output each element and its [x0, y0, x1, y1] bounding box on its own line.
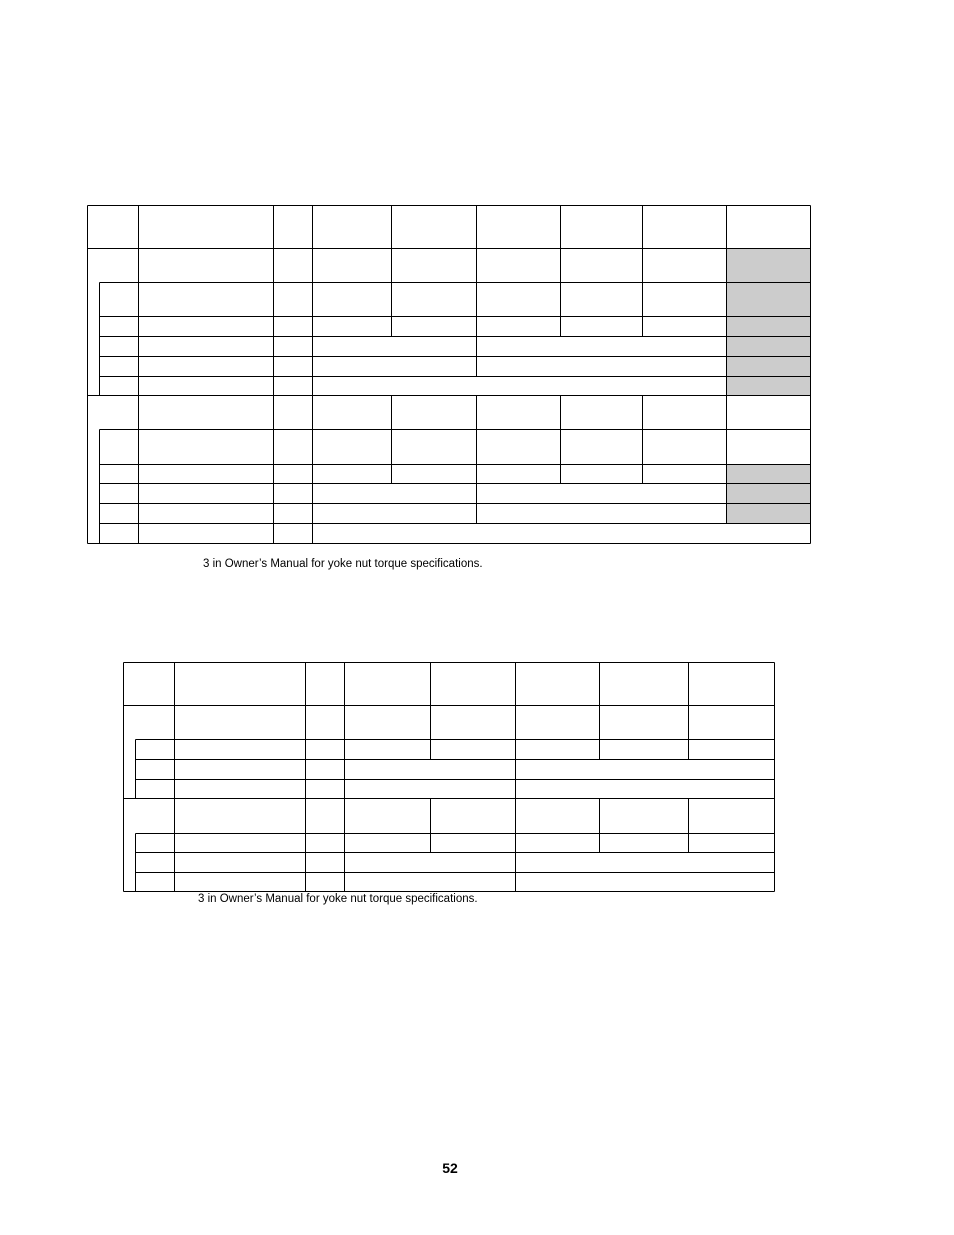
page-number: 52 — [442, 1160, 458, 1176]
table1-shaded-cell — [727, 317, 811, 337]
table1-shaded-cell — [727, 283, 811, 317]
table1-shaded-cell — [727, 337, 811, 357]
table1-footnote: 3 in Owner’s Manual for yoke nut torque specifications. — [203, 558, 483, 570]
table1-shaded-cell — [727, 249, 811, 283]
table1-shaded-cells — [727, 249, 811, 524]
table1-shaded-cell — [727, 377, 811, 396]
table1-shaded-cell — [727, 484, 811, 504]
table1-shaded-cell — [727, 504, 811, 524]
table2-footnote: 3 in Owner’s Manual for yoke nut torque specifications. — [198, 893, 478, 905]
table1-shaded-cell — [727, 465, 811, 484]
table1-shaded-cell — [727, 357, 811, 377]
table1-grid-lines — [88, 206, 811, 544]
table2-grid-lines — [124, 663, 775, 892]
